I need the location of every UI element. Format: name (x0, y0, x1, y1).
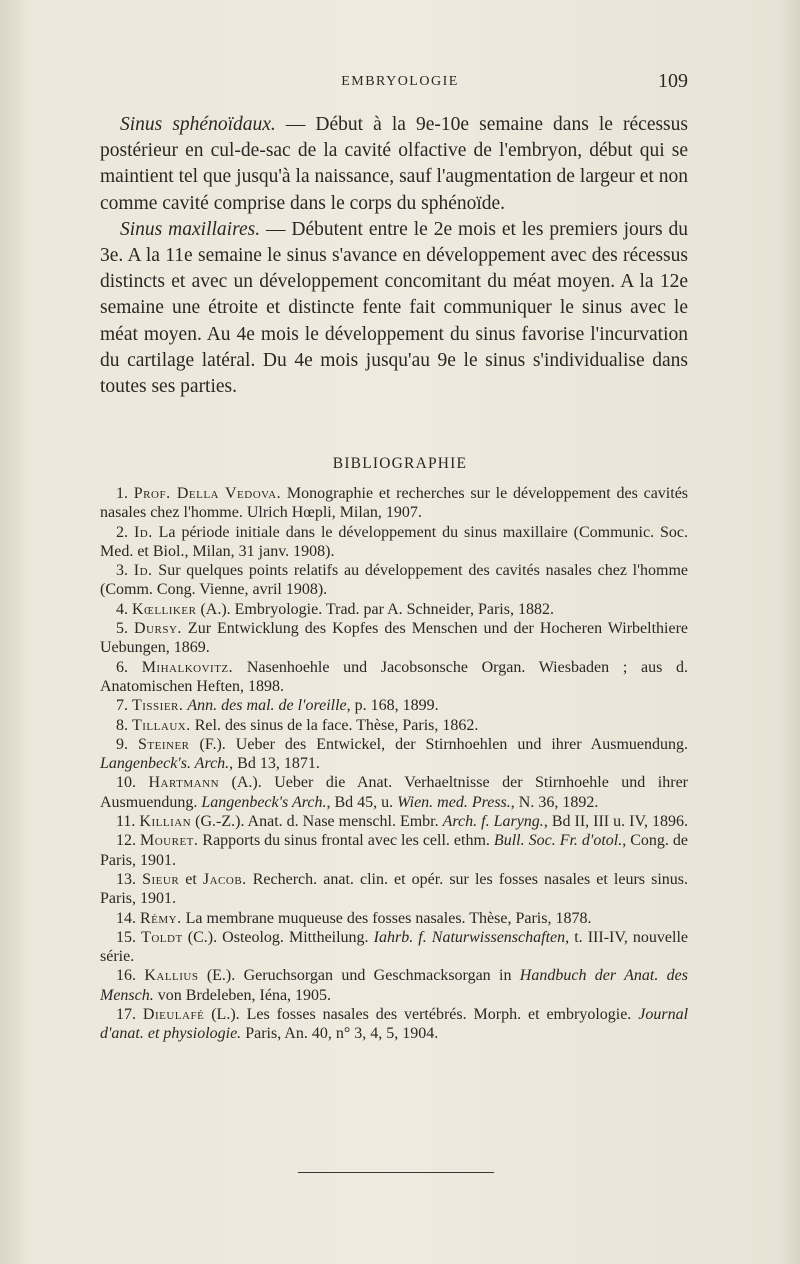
entry-author: Id. (133, 523, 153, 541)
paragraph-lead: Sinus maxillaires. (120, 218, 261, 240)
bibliography-entry (100, 484, 688, 523)
bibliography-entry (100, 735, 688, 774)
bibliography-entry (100, 716, 688, 735)
entry-citation: (G.-Z.). Anat. d. Nase menschl. Embr. Arch. f. Laryng., Bd II, III u. IV, 1896. (191, 813, 688, 831)
entry-author: Hartmann (148, 774, 220, 792)
entry-number: 13. (116, 870, 143, 888)
entry-number: 12. (116, 832, 141, 850)
entry-citation: (F.). Ueber des Entwickel, der Stirnhoehlen und ihrer Ausmuendung. Langenbeck's. Arch., Bd 13, 1871. (100, 735, 688, 773)
bibliography-entry (100, 600, 688, 619)
page-number: 109 (658, 70, 688, 92)
entry-citation: (A.). Embryologie. Trad. par A. Schneider, Paris, 1882. (196, 600, 554, 618)
entry-citation: et Jacob. Recherch. anat. clin. et opér. sur les fosses nasales et leurs sinus. Paris, 1901. (100, 870, 689, 908)
entry-number: 3. (116, 562, 134, 580)
bibliography-entry (100, 928, 688, 967)
running-title: EMBRYOLOGIE (341, 74, 459, 89)
end-rule (298, 1172, 494, 1173)
bibliography-entry (100, 658, 688, 697)
entry-author: Dieulafé (142, 1006, 205, 1024)
entry-author: Id. (133, 562, 153, 580)
entry-number: 2. (116, 523, 134, 541)
bibliography-heading: BIBLIOGRAPHIE (332, 455, 468, 472)
body-text (100, 112, 688, 400)
entry-number: 15. (116, 928, 142, 946)
bibliography-entry (100, 561, 688, 600)
entry-author: Dursy. (134, 620, 182, 638)
entry-citation: Rel. des sinus de la face. Thèse, Paris, 1862. (190, 716, 479, 734)
entry-number: 14. (116, 909, 140, 927)
paragraph-sinus-maxillaires (100, 217, 688, 400)
bibliography-entry (100, 966, 688, 1005)
entry-author: Tissier. (132, 697, 184, 715)
entry-citation: (L.). Les fosses nasales des vertébrés. Morph. et embryologie. Journal d'anat. et physiologie. Paris, An. 40, n° 3, 4, 5, 1904. (100, 1006, 689, 1043)
entry-number: 8. (116, 716, 132, 734)
entry-number: 1. (116, 485, 134, 502)
entry-citation: Ann. des mal. de l'oreille, p. 168, 1899. (187, 697, 439, 715)
entry-author: Kallius (144, 967, 199, 985)
entry-citation: Sur quelques points relatifs au développement des cavités nasales chez l'homme (Comm. Cong. Vienne, avril 1908). (100, 562, 689, 599)
entry-number: 10. (116, 774, 149, 792)
entry-number: 11. (116, 813, 140, 831)
paragraph-lead: Sinus sphénoïdaux. (120, 114, 276, 135)
entry-author: Kœlliker (132, 600, 197, 618)
entry-number: 5. (116, 620, 135, 638)
entry-number: 17. (116, 1006, 143, 1024)
bibliography-entry (100, 773, 688, 812)
bibliography-entry (100, 696, 688, 715)
entry-author: Rémy. (140, 909, 182, 927)
page-header (0, 70, 800, 96)
entry-citation: Monographie et recherches sur le développement des cavités nasales chez l'homme. Ulrich Hœpli, Milan, 1907. (100, 485, 689, 522)
entry-author: Mihalkovitz. (141, 658, 234, 676)
paragraph-text: — Débutent entre le 2e mois et les premiers jours du 3e. A la 11e semaine le sinus s'avance en développement avec des récessus distincts et avec un développement concomitant du méat moyen. A la 12e semaine une étroite et distincte fente fait communiquer le sinus avec le méat moyen. Au 4e mois le développement du sinus favorise l'incurvation du cartilage latéral. Du 4e mois jusqu'au 9e le sinus s'individualise dans toutes ses parties. (100, 218, 688, 398)
bibliography-entry (100, 909, 688, 928)
entry-citation: (E.). Geruchsorgan und Geschmacksorgan in Handbuch der Anat. des Mensch. von Brdeleben, Iéna, 1905. (100, 967, 688, 1004)
entry-citation: (C.). Osteolog. Mittheilung. Iahrb. f. Naturwissenschaften, t. III-IV, nouvelle série. (100, 928, 689, 966)
entry-author: Mouret. (140, 832, 199, 850)
entry-citation: Rapports du sinus frontal avec les cell. ethm. Bull. Soc. Fr. d'otol., Cong. de Paris, 1901. (100, 832, 689, 869)
bibliography-entry (100, 870, 688, 909)
entry-number: 7. (116, 697, 132, 715)
paragraph-text: — Début à la 9e-10e semaine dans le récessus postérieur en cul-de-sac de la cavité olfactive de l'embryon, début qui se maintient tel que jusqu'à la naissance, sauf l'augmentation de largeur et non comme cavité comprise dans le corps du sphénoïde. (100, 114, 688, 214)
entry-author: Steiner (138, 735, 190, 753)
paragraph-sinus-sphenoidaux (100, 112, 688, 217)
entry-citation: La période initiale dans le développement du sinus maxillaire (Communic. Soc. Med. et Biol., Milan, 31 janv. 1908). (100, 523, 689, 560)
bibliography-entry (100, 523, 688, 562)
entry-number: 16. (116, 967, 145, 985)
entry-number: 4. (116, 600, 132, 618)
entry-citation: (A.). Ueber die Anat. Verhaeltnisse der Stirnhoehle und ihrer Ausmuendung. Langenbeck's Arch., Bd 45, u. Wien. med. Press., N. 36, 1892. (100, 774, 688, 811)
entry-citation: Nasenhoehle und Jacobsonsche Organ. Wiesbaden ; aus d. Anatomischen Heften, 1898. (100, 658, 689, 695)
entry-number: 9. (116, 735, 139, 753)
entry-citation: Zur Entwicklung des Kopfes des Menschen und der Hocheren Wirbelthiere Uebungen, 1869. (100, 620, 689, 657)
bibliography-list (100, 484, 688, 1044)
entry-number: 6. (116, 658, 142, 676)
entry-citation: La membrane muqueuse des fosses nasales. Thèse, Paris, 1878. (181, 909, 592, 927)
entry-author: Tillaux. (132, 716, 191, 734)
entry-author: Toldt (141, 928, 183, 946)
entry-author: Sieur (142, 870, 180, 888)
bibliography-entry (100, 812, 688, 831)
entry-author: Prof. Della Vedova. (133, 485, 282, 502)
bibliography-entry (100, 1005, 688, 1044)
bibliography-entry (100, 619, 688, 658)
bibliography-entry (100, 831, 688, 870)
entry-author: Killian (139, 813, 192, 831)
